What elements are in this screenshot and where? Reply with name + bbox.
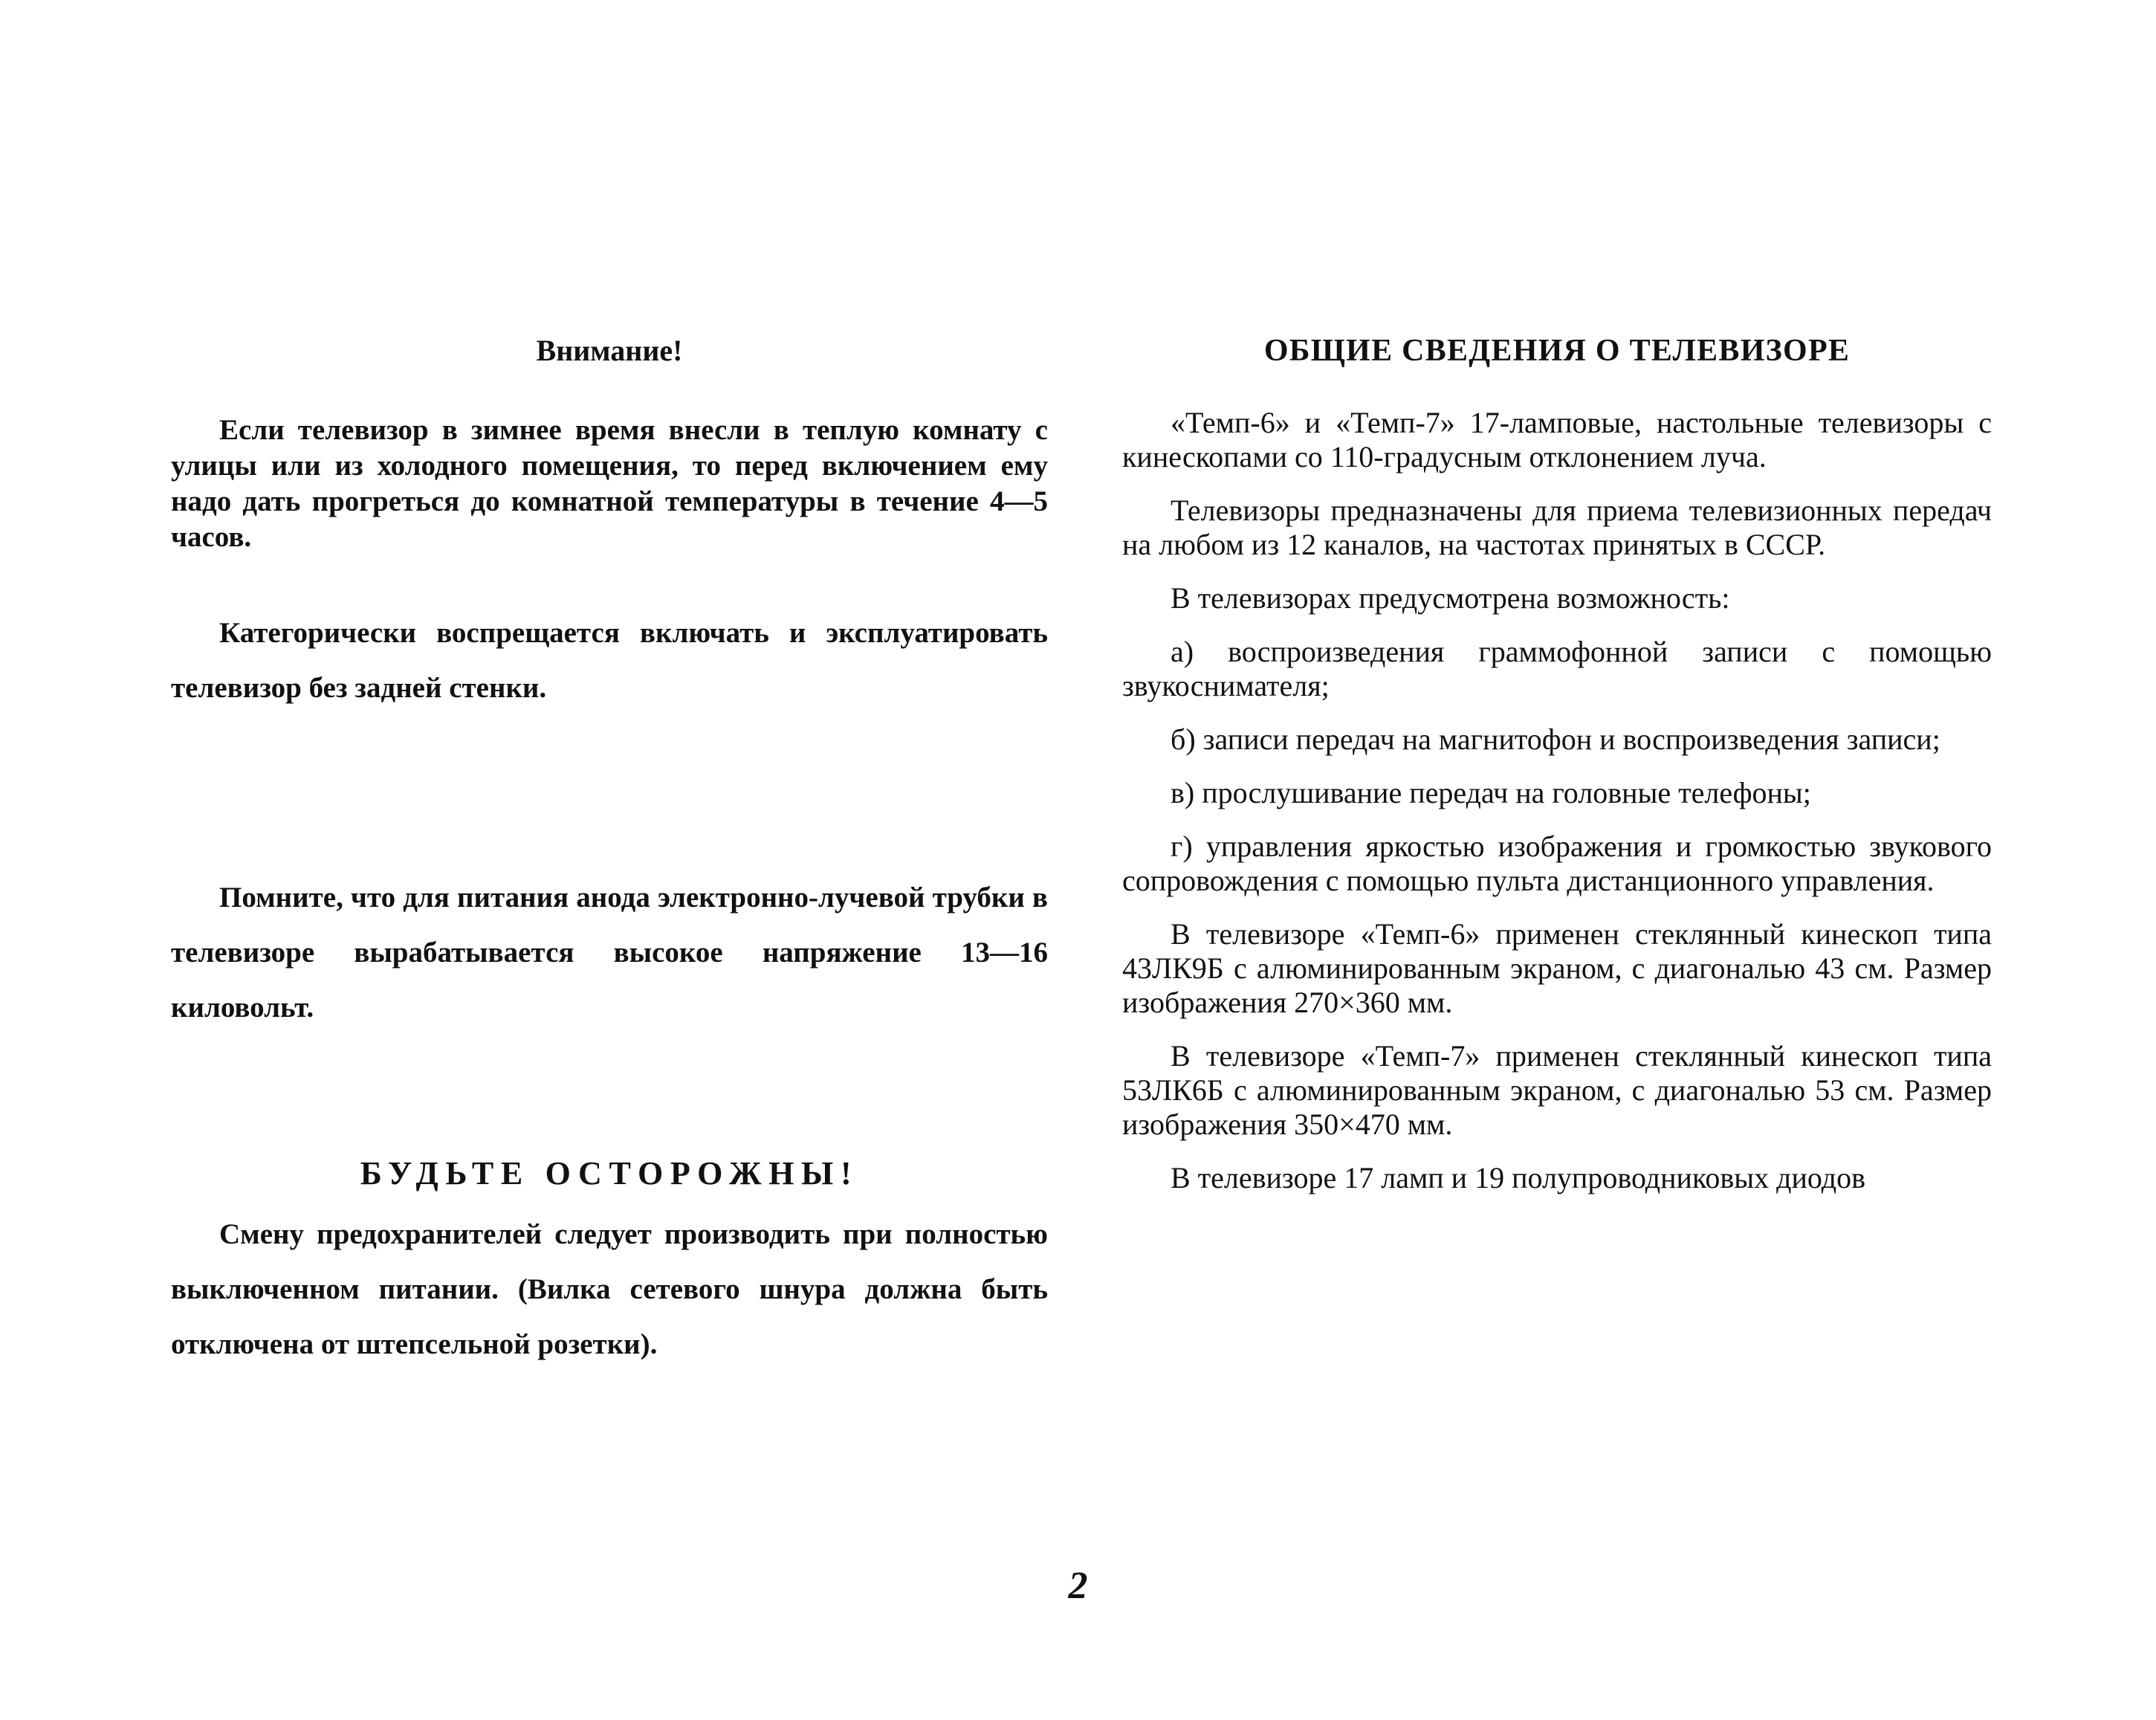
info-paragraph: В телевизоре «Темп-6» применен стеклянный кинескоп типа 43ЛК9Б с алюминированным экраном, с диагональю 43 см. Размер изображения 270×360 мм. — [1122, 917, 1992, 1019]
info-list-item: г) управления яркостью изображения и громкостью звукового сопровождения с помощью пульта дистанционного управления. — [1122, 830, 1992, 897]
general-info-heading: ОБЩИЕ СВЕДЕНИЯ О ТЕЛЕВИЗОРЕ — [1263, 334, 1851, 368]
left-column — [171, 327, 1048, 1372]
info-paragraph: В телевизорах предусмотрена возможность: — [1171, 581, 1730, 615]
attention-heading: Внимание! — [536, 334, 683, 367]
attention-paragraph: Если телевизор в зимнее время внесли в теплую комнату с улицы или из холодного помещения, то перед включением ему надо дать прогреться до комнатной температуры в течение 4—5 часов. — [171, 414, 1048, 553]
caution-heading: БУДЬТЕ ОСТОРОЖНЫ! — [360, 1155, 859, 1192]
right-column — [1122, 327, 1992, 1215]
info-paragraph: Телевизоры предназначены для приема телевизионных передач на любом из 12 каналов, на частотах принятых в СССР. — [1122, 494, 1992, 561]
info-paragraph: В телевизоре «Темп-7» применен стеклянный кинескоп типа 53ЛК6Б с алюминированным экраном, с диагональю 53 см. Размер изображения 350×470 мм. — [1122, 1039, 1992, 1141]
info-paragraph: «Темп-6» и «Темп-7» 17-ламповые, настольные телевизоры с кинескопами со 110-градусным отклонением луча. — [1122, 406, 1992, 473]
info-list-item: а) воспроизведения граммофонной записи с помощью звукоснимателя; — [1122, 635, 1992, 702]
info-list-item: б) записи передач на магнитофон и воспроизведения записи; — [1171, 722, 1940, 756]
page-number: 2 — [1068, 1565, 1088, 1607]
info-list-item: в) прослушивание передач на головные телефоны; — [1171, 776, 1811, 809]
voltage-paragraph: Помните, что для питания анода электронно-лучевой трубки в телевизоре вырабатывается высокое напряжение 13—16 киловольт. — [171, 882, 1048, 1024]
prohibition-paragraph: Категорически воспрещается включать и эксплуатировать телевизор без задней стенки. — [171, 617, 1048, 704]
fuse-paragraph: Смену предохранителей следует производить при полностью выключенном питании. (Вилка сетевого шнура должна быть отключена от штепсельной розетки). — [171, 1218, 1048, 1360]
info-paragraph: В телевизоре 17 ламп и 19 полупроводниковых диодов — [1171, 1161, 1865, 1194]
